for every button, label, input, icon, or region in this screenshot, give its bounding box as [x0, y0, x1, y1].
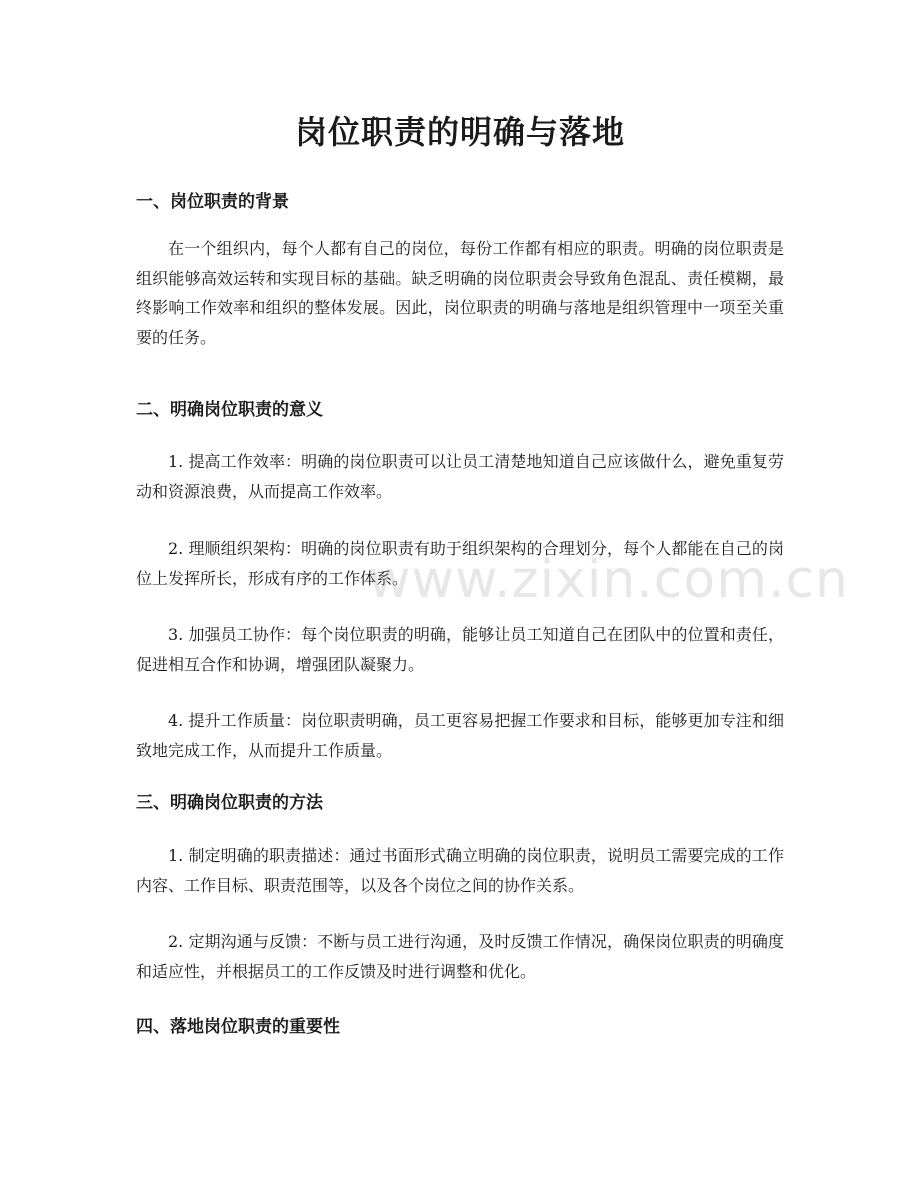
section-heading-background: 一、岗位职责的背景	[136, 192, 289, 212]
section-heading-methods: 三、明确岗位职责的方法	[136, 793, 323, 813]
document-title: 岗位职责的明确与落地	[294, 113, 625, 151]
paragraph-significance-3: 3. 加强员工协作：每个岗位职责的明确，能够让员工知道自己在团队中的位置和责任，促进相互合作和协调，增强团队凝聚力。	[136, 625, 784, 674]
paragraph-methods-1: 1. 制定明确的职责描述：通过书面形式确立明确的岗位职责，说明员工需要完成的工作内容、工作目标、职责范围等，以及各个岗位之间的协作关系。	[136, 846, 784, 895]
section-heading-importance: 四、落地岗位职责的重要性	[136, 1017, 340, 1037]
paragraph-methods-2: 2. 定期沟通与反馈：不断与员工进行沟通，及时反馈工作情况，确保岗位职责的明确度和适应性，并根据员工的工作反馈及时进行调整和优化。	[136, 932, 784, 981]
paragraph-significance-4: 4. 提升工作质量：岗位职责明确，员工更容易把握工作要求和目标，能够更加专注和细致地完成工作，从而提升工作质量。	[136, 711, 784, 760]
watermark: www.zixin.com.cn	[368, 550, 849, 610]
section-heading-significance: 二、明确岗位职责的意义	[136, 400, 323, 420]
paragraph-significance-2: 2. 理顺组织架构：明确的岗位职责有助于组织架构的合理划分，每个人都能在自己的岗位上发挥所长，形成有序的工作体系。	[136, 539, 784, 588]
paragraph-significance-1: 1. 提高工作效率：明确的岗位职责可以让员工清楚地知道自己应该做什么，避免重复劳动和资源浪费，从而提高工作效率。	[136, 452, 784, 501]
paragraph-background: 在一个组织内，每个人都有自己的岗位，每份工作都有相应的职责。明确的岗位职责是组织能够高效运转和实现目标的基础。缺乏明确的岗位职责会导致角色混乱、责任模糊，最终影响工作效率和组织的整体发展。因此，岗位职责的明确与落地是组织管理中一项至关重要的任务。	[136, 239, 784, 347]
